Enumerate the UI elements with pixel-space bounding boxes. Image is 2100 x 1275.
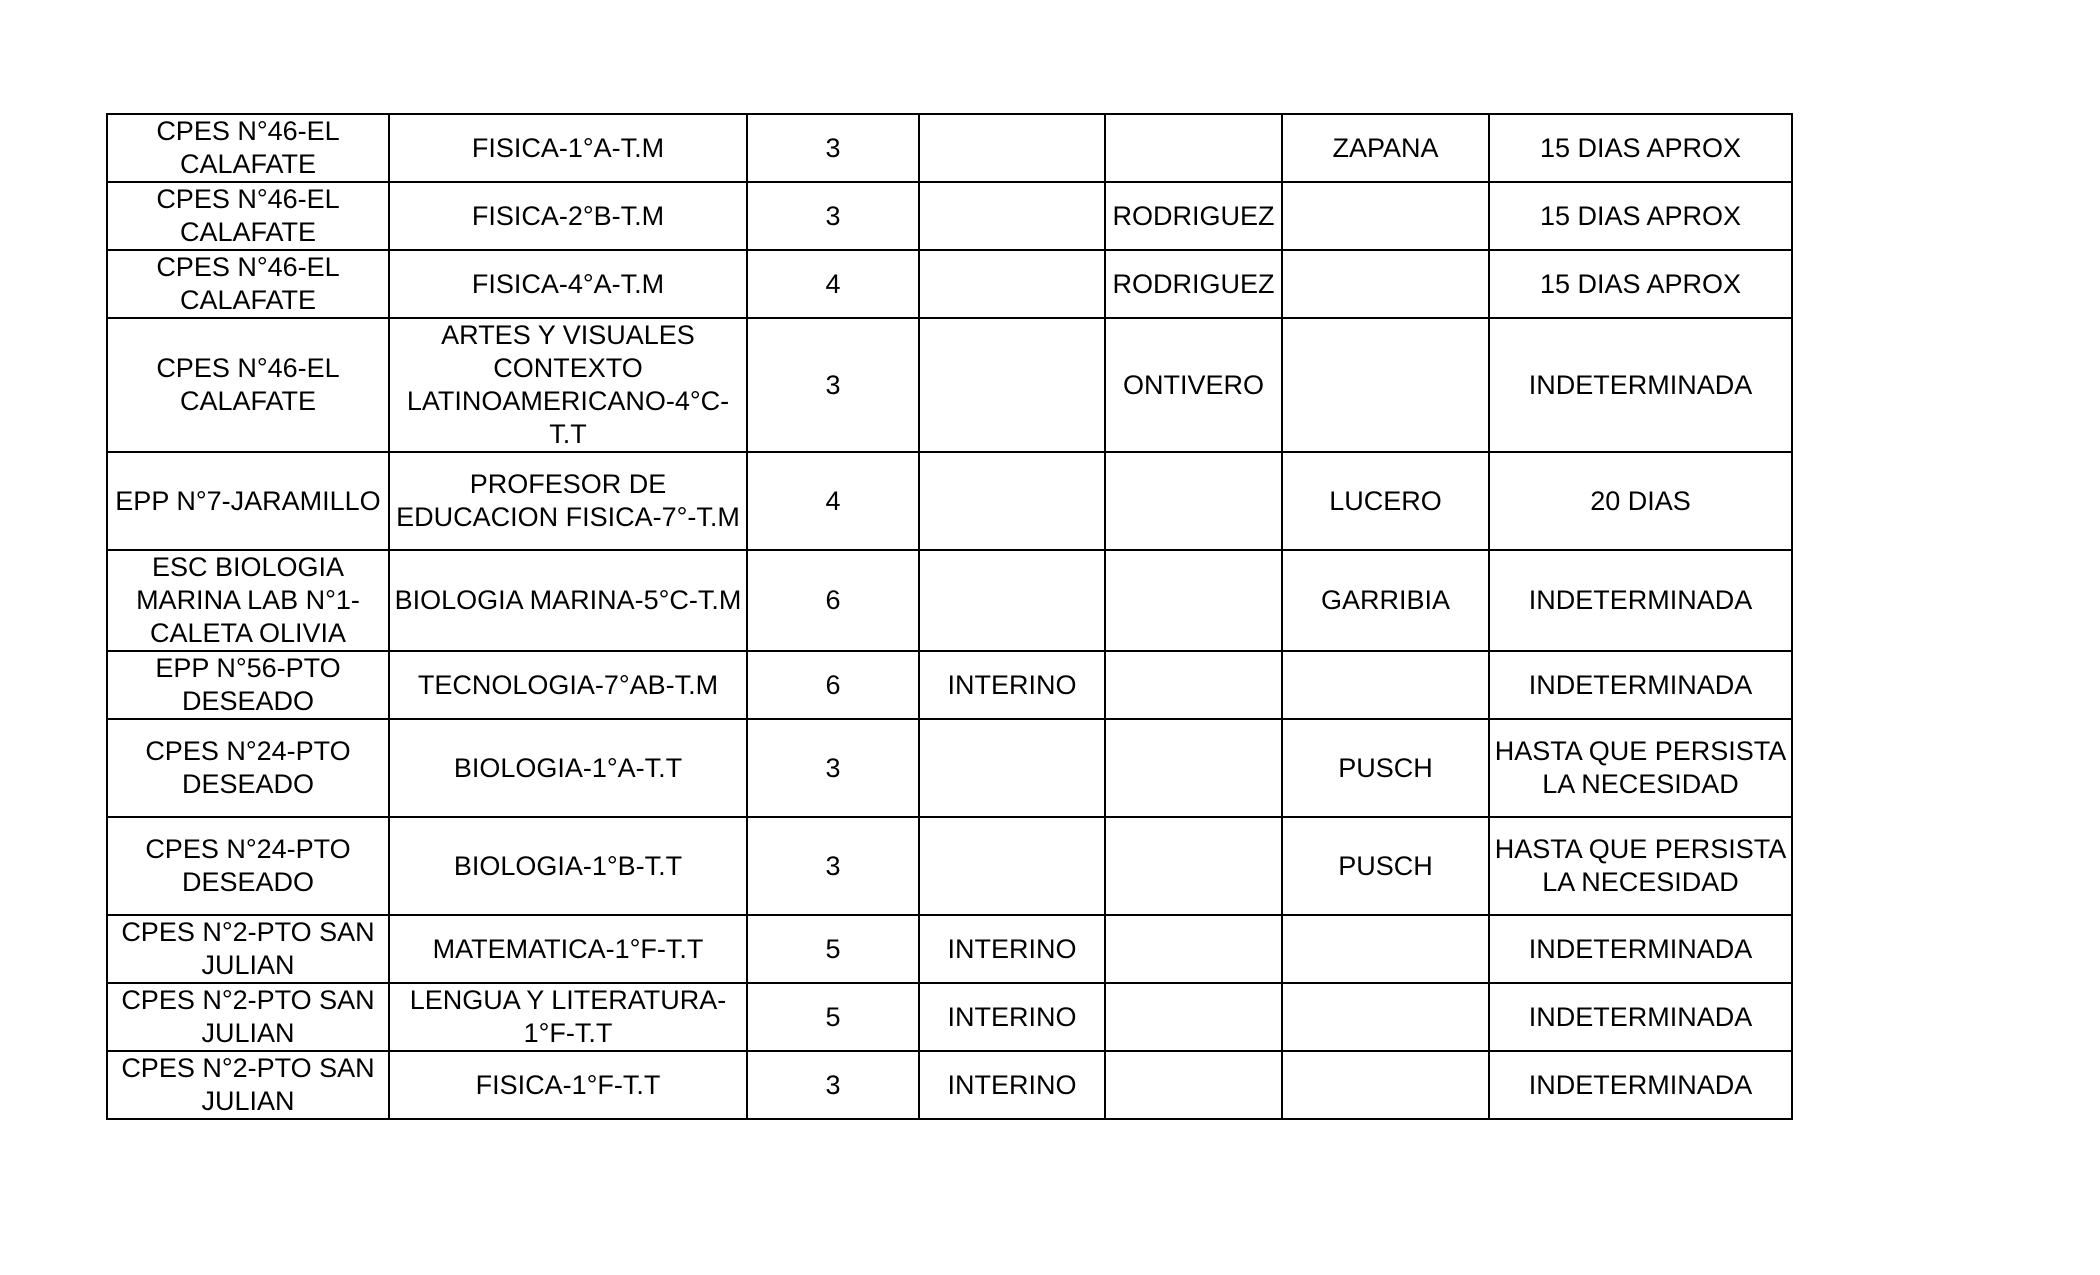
teacher-cell: ZAPANA bbox=[1282, 114, 1489, 182]
hours-cell: 6 bbox=[747, 550, 919, 651]
table-row bbox=[107, 114, 1792, 182]
replaced-teacher-cell bbox=[1105, 452, 1282, 550]
duration-cell: HASTA QUE PERSISTA LA NECESIDAD bbox=[1489, 817, 1792, 915]
subject-cell: FISICA-2°B-T.M bbox=[389, 182, 747, 250]
status-cell bbox=[919, 452, 1105, 550]
teacher-cell: GARRIBIA bbox=[1282, 550, 1489, 651]
hours-cell: 5 bbox=[747, 915, 919, 983]
school-cell: EPP N°7-JARAMILLO bbox=[107, 452, 389, 550]
subject-cell: FISICA-1°A-T.M bbox=[389, 114, 747, 182]
subject-cell: FISICA-1°F-T.T bbox=[389, 1051, 747, 1119]
hours-cell: 3 bbox=[747, 1051, 919, 1119]
table-row bbox=[107, 1051, 1792, 1119]
duration-cell: INDETERMINADA bbox=[1489, 1051, 1792, 1119]
status-cell bbox=[919, 114, 1105, 182]
subject-cell: BIOLOGIA MARINA-5°C-T.M bbox=[389, 550, 747, 651]
subject-cell: PROFESOR DE EDUCACION FISICA-7°-T.M bbox=[389, 452, 747, 550]
duration-cell: 15 DIAS APROX bbox=[1489, 250, 1792, 318]
replaced-teacher-cell bbox=[1105, 983, 1282, 1051]
hours-cell: 4 bbox=[747, 452, 919, 550]
replaced-teacher-cell bbox=[1105, 719, 1282, 817]
duration-cell: HASTA QUE PERSISTA LA NECESIDAD bbox=[1489, 719, 1792, 817]
teacher-cell bbox=[1282, 915, 1489, 983]
status-cell: INTERINO bbox=[919, 651, 1105, 719]
hours-cell: 3 bbox=[747, 719, 919, 817]
replaced-teacher-cell: RODRIGUEZ bbox=[1105, 182, 1282, 250]
table-row bbox=[107, 250, 1792, 318]
hours-cell: 5 bbox=[747, 983, 919, 1051]
duration-cell: 20 DIAS bbox=[1489, 452, 1792, 550]
table-row bbox=[107, 452, 1792, 550]
duration-cell: INDETERMINADA bbox=[1489, 651, 1792, 719]
status-cell bbox=[919, 817, 1105, 915]
school-cell: CPES N°24-PTO DESEADO bbox=[107, 817, 389, 915]
subject-cell: BIOLOGIA-1°B-T.T bbox=[389, 817, 747, 915]
table-row bbox=[107, 550, 1792, 651]
hours-cell: 6 bbox=[747, 651, 919, 719]
duration-cell: INDETERMINADA bbox=[1489, 550, 1792, 651]
hours-cell: 4 bbox=[747, 250, 919, 318]
status-cell: INTERINO bbox=[919, 915, 1105, 983]
subject-cell: LENGUA Y LITERATURA-1°F-T.T bbox=[389, 983, 747, 1051]
duration-cell: 15 DIAS APROX bbox=[1489, 114, 1792, 182]
teacher-cell bbox=[1282, 318, 1489, 452]
replaced-teacher-cell bbox=[1105, 915, 1282, 983]
school-cell: CPES N°46-EL CALAFATE bbox=[107, 182, 389, 250]
school-cell: CPES N°24-PTO DESEADO bbox=[107, 719, 389, 817]
teacher-cell: LUCERO bbox=[1282, 452, 1489, 550]
subject-cell: MATEMATICA-1°F-T.T bbox=[389, 915, 747, 983]
table-row bbox=[107, 182, 1792, 250]
subject-cell: TECNOLOGIA-7°AB-T.M bbox=[389, 651, 747, 719]
teacher-cell bbox=[1282, 182, 1489, 250]
duration-cell: 15 DIAS APROX bbox=[1489, 182, 1792, 250]
replaced-teacher-cell bbox=[1105, 550, 1282, 651]
teacher-cell bbox=[1282, 983, 1489, 1051]
status-cell bbox=[919, 318, 1105, 452]
table-row bbox=[107, 318, 1792, 452]
school-cell: CPES N°46-EL CALAFATE bbox=[107, 250, 389, 318]
replaced-teacher-cell bbox=[1105, 114, 1282, 182]
table-row bbox=[107, 651, 1792, 719]
teacher-cell: PUSCH bbox=[1282, 817, 1489, 915]
status-cell: INTERINO bbox=[919, 983, 1105, 1051]
subject-cell: ARTES Y VISUALES CONTEXTO LATINOAMERICANO-4°C-T.T bbox=[389, 318, 747, 452]
duration-cell: INDETERMINADA bbox=[1489, 318, 1792, 452]
teacher-cell bbox=[1282, 651, 1489, 719]
replaced-teacher-cell bbox=[1105, 1051, 1282, 1119]
duration-cell: INDETERMINADA bbox=[1489, 983, 1792, 1051]
subject-cell: FISICA-4°A-T.M bbox=[389, 250, 747, 318]
subject-cell: BIOLOGIA-1°A-T.T bbox=[389, 719, 747, 817]
school-cell: CPES N°2-PTO SAN JULIAN bbox=[107, 983, 389, 1051]
school-cell: CPES N°2-PTO SAN JULIAN bbox=[107, 1051, 389, 1119]
status-cell bbox=[919, 550, 1105, 651]
vacancies-table bbox=[106, 113, 1793, 1120]
hours-cell: 3 bbox=[747, 182, 919, 250]
teacher-cell bbox=[1282, 250, 1489, 318]
school-cell: CPES N°46-EL CALAFATE bbox=[107, 318, 389, 452]
duration-cell: INDETERMINADA bbox=[1489, 915, 1792, 983]
replaced-teacher-cell: ONTIVERO bbox=[1105, 318, 1282, 452]
hours-cell: 3 bbox=[747, 817, 919, 915]
replaced-teacher-cell bbox=[1105, 651, 1282, 719]
status-cell bbox=[919, 250, 1105, 318]
status-cell bbox=[919, 719, 1105, 817]
table-row bbox=[107, 983, 1792, 1051]
status-cell bbox=[919, 182, 1105, 250]
teacher-cell bbox=[1282, 1051, 1489, 1119]
replaced-teacher-cell bbox=[1105, 817, 1282, 915]
teacher-cell: PUSCH bbox=[1282, 719, 1489, 817]
hours-cell: 3 bbox=[747, 114, 919, 182]
status-cell: INTERINO bbox=[919, 1051, 1105, 1119]
school-cell: CPES N°2-PTO SAN JULIAN bbox=[107, 915, 389, 983]
table-row bbox=[107, 817, 1792, 915]
table-row bbox=[107, 915, 1792, 983]
school-cell: CPES N°46-EL CALAFATE bbox=[107, 114, 389, 182]
school-cell: EPP N°56-PTO DESEADO bbox=[107, 651, 389, 719]
replaced-teacher-cell: RODRIGUEZ bbox=[1105, 250, 1282, 318]
table-row bbox=[107, 719, 1792, 817]
school-cell: ESC BIOLOGIA MARINA LAB N°1-CALETA OLIVIA bbox=[107, 550, 389, 651]
hours-cell: 3 bbox=[747, 318, 919, 452]
